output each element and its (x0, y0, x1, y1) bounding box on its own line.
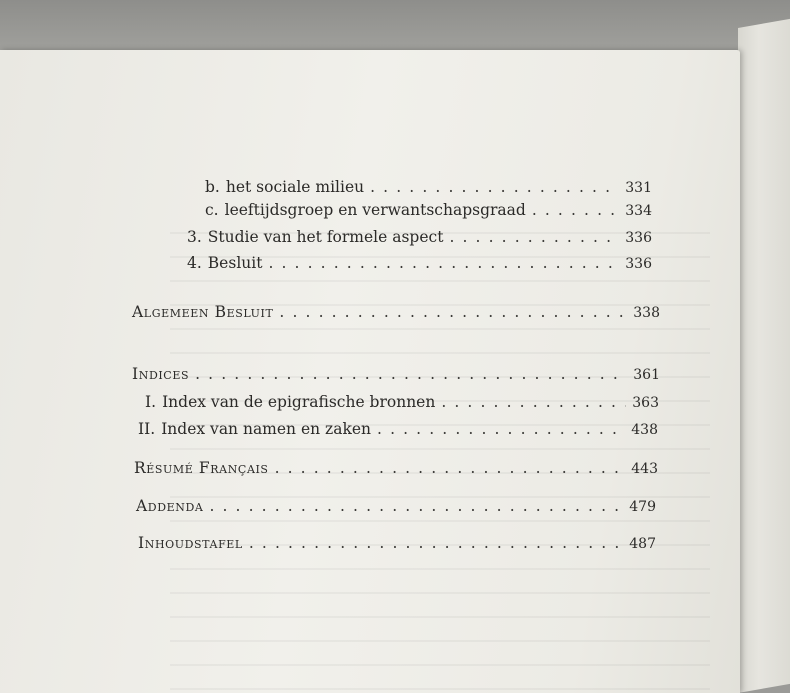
toc-entry-prefix: c. (205, 201, 219, 219)
toc-entry (136, 497, 656, 515)
toc-entry-title: Résumé Français (134, 459, 269, 477)
toc-leader-dots (377, 420, 625, 438)
toc-entry-page: 363 (632, 395, 659, 411)
toc-entry-title: Algemeen Besluit (132, 303, 274, 321)
toc-entry-title: Index van namen en zaken (161, 420, 372, 438)
toc-entry-prefix: I. (145, 393, 157, 411)
toc-entry (138, 420, 658, 438)
toc-leader-dots (532, 201, 619, 219)
toc-entry (205, 201, 652, 219)
toc-leader-dots (370, 178, 619, 196)
toc-leader-dots (209, 497, 623, 515)
next-page-edge (738, 19, 790, 693)
toc-entry (132, 303, 660, 321)
toc-leader-dots (275, 459, 626, 477)
toc-entry (134, 459, 658, 477)
toc-entry (205, 178, 652, 196)
toc-entry-title: het sociale milieu (225, 178, 365, 196)
toc-leader-dots (249, 534, 623, 552)
toc-leader-dots (195, 365, 627, 383)
toc-entry-page: 443 (631, 461, 658, 477)
toc-entry-title: Inhoudstafel (138, 534, 243, 552)
toc-entry-page: 336 (625, 230, 652, 246)
toc-entry-title: Indices (132, 365, 190, 383)
toc-entry-page: 338 (633, 305, 660, 321)
toc-leader-dots (268, 254, 619, 272)
toc-entry-title: Besluit (207, 254, 263, 272)
toc-entry-page: 331 (625, 180, 652, 196)
toc-entry-prefix: 4. (187, 254, 202, 272)
toc-entry (145, 393, 659, 411)
toc-entry-page: 438 (631, 422, 658, 438)
toc-entry (138, 534, 656, 552)
toc-entry-title: Index van de epigrafische bronnen (162, 393, 436, 411)
toc-entry-title: leeftijdsgroep en verwantschapsgraad (224, 201, 526, 219)
toc-entry-prefix: 3. (187, 228, 202, 246)
toc-leader-dots (441, 393, 626, 411)
toc-entry (132, 365, 660, 383)
toc-entry (187, 228, 652, 246)
toc-entry-page: 334 (625, 203, 652, 219)
toc-entry-page: 487 (629, 536, 656, 552)
toc-entry-prefix: b. (205, 178, 220, 196)
toc-entry-page: 479 (629, 499, 656, 515)
toc-entry-prefix: II. (138, 420, 156, 438)
toc-entry-page: 361 (633, 367, 660, 383)
toc-entry-title: Addenda (136, 497, 204, 515)
toc-leader-dots (449, 228, 619, 246)
toc-entry-title: Studie van het formele aspect (207, 228, 444, 246)
toc-entry (187, 254, 652, 272)
toc-entry-page: 336 (625, 256, 652, 272)
toc-leader-dots (279, 303, 627, 321)
